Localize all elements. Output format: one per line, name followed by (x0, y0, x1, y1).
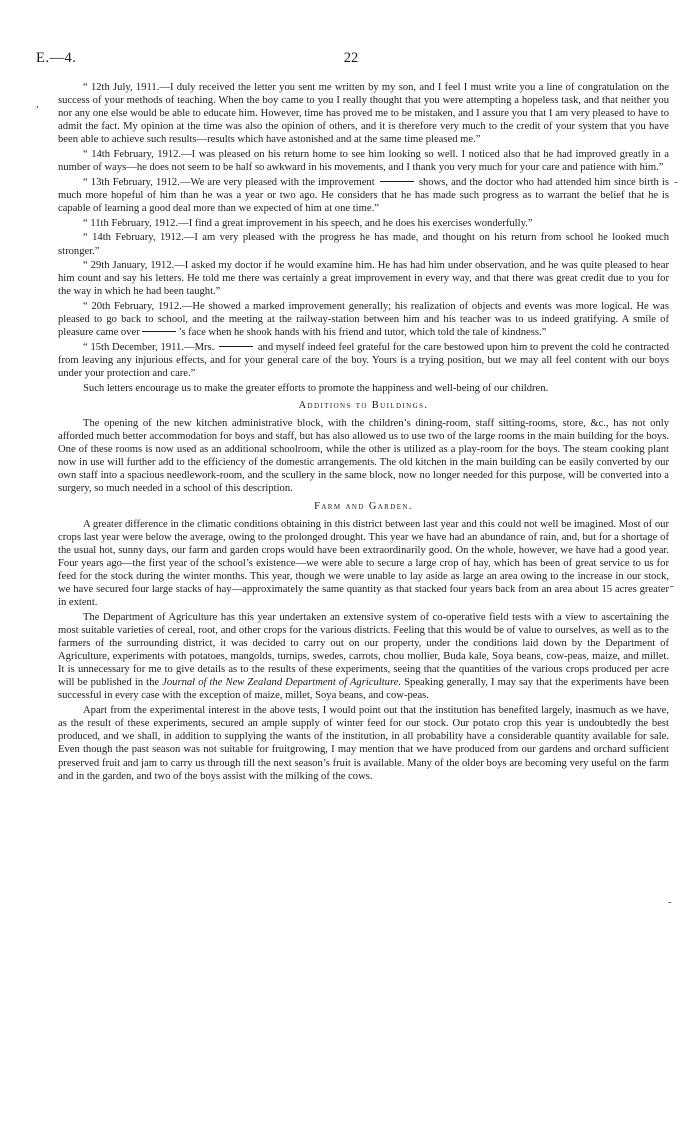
body-paragraph: Apart from the experimental interest in the above tests, I would point out that the institution has benefited largely, inasmuch as we have, as the result of these experiments, secured an ample supply of winter feed for our stock. Our potato crop this year is undoubtedly the best produced, and we shall, in addition to supplying the wants of the institution, in all probability have a considerable quantity available for sale. Even though the past season was not suitable for fruitgrowing, I may mention that we have produced from our gardens and orchard sufficient preserved fruit and jam to carry us through till the next season’s fruit is available. Many of the older boys are becoming very useful on the farm and in the garden, and two of the boys assist with the milking of the cows. (58, 705, 669, 782)
paragraph-text: The Department of Agriculture has this year undertaken an extensive system of co-operative field tests with a view to ascertaining the most suitable varieties of cereal, root, and other crops for the various districts. Feeling that this would be of value to ourselves, as well as to the farmers of the surrounding district, it was decided to carry out on our property, under the conditions laid down by the Department of Agriculture, experiments with potatoes, mangolds, turnips, swedes, carrots, chou mollier, Buda kale, Soya beans, cow-peas, maize, and millet. It is unnecessary for me to give details as to the results of these experiments, seeing that the quantities of the various crops produced per acre will be published in the (58, 611, 669, 689)
letter-date: “ 15th December, 1911. (83, 341, 184, 353)
letter-text: —I duly received the letter you sent me written by my son, and I feel I must write you a line of congratulation on the success of your methods of teaching. When the boy came to you I really thought that you were attempting a hopeless task, and that neither you nor any one else would be able to educate him. However, time has proved me to be mistaken, and I assure you that I am very pleased to have to admit the fact. My opinion at the time was also the opinion of others, and it is therefore very much to the credit of your system that you have been able to achieve such results—results which have astonished and at the same time pleased me.” (58, 82, 669, 146)
margin-mark: , (36, 98, 39, 110)
letter-paragraph (58, 259, 669, 298)
letter-text: and myself indeed feel grateful for the care bestowed upon him to prevent the cold he contracted from leaving any injurious effects, and for your general care of the boy. Yours is a trying position, but we may all feel content with our boys under your protection and care.” (58, 341, 670, 380)
letter-text: —I asked my doctor if he would examine him. He has had him under observation, and he was quite pleased to hear him count and say his letters. He told me there was certainly a great improvement in every way, and that there was great credit due to you for the way in which he had been taught.” (58, 260, 669, 298)
letter-date: “ 14th February, 1912. (83, 232, 184, 244)
body-paragraph: A greater difference in the climatic conditions obtaining in this district between last year and this could not well be imagined. Most of our crops last year were below the average, owing to the prolonged drought. This year we have had an abundance of rain, and, but for a shortage of the usual hot, sunny days, our farm and garden crops would have been extraordinarily good. On the whole, however, we have had a good year. Four years ago—the first year of the school’s existence—we were able to secure a large crop of hay, which has been of great service to us for feed for the stock during the winter months. This year, though we were unable to lay aside as large an area owing to the increase in our stock, we have secured four large stacks of hay—approximately the same quantity as that stacked four years back from an area about 15 acres greater in extent. (58, 518, 669, 609)
journal-title: Journal of the New Zealand Department of Agriculture. (162, 677, 402, 689)
letter-paragraph (58, 300, 669, 339)
letter-text: —We are very pleased with the improvement (179, 176, 375, 188)
letter-text: ’s face when he shook hands with his friend and tutor, which told the tale of kindness.” (178, 327, 547, 339)
letter-paragraph (58, 81, 669, 146)
page-number: 22 (343, 50, 359, 66)
redaction-dash (380, 181, 414, 182)
page-header (36, 50, 666, 70)
letter-text: —He showed a marked improvement generally; his realization of objects and events was more logical. He was pleased to go back to school, and the meeting at the railway-station between him and his teacher was to us indeed gratifying. A smile of pleasure came over (58, 301, 669, 339)
section-heading: Additions to Buildings. (298, 399, 429, 411)
letter-date: “ 14th February, 1912. (83, 149, 182, 161)
letter-date: “ 12th July, 1911. (83, 82, 160, 93)
letter-paragraph (58, 341, 669, 380)
margin-mark: - (674, 176, 678, 188)
report-code: E.—4. (36, 50, 77, 66)
redaction-dash (219, 346, 253, 347)
letter-text: shows, and the doctor who had attended him since birth is much more hopeful of him than he was a year or two ago. He considers that he has made such progress as to warrant the belief that he is capable of learning a good deal more than we expected of him at one time.” (58, 176, 670, 215)
letter-paragraph (58, 231, 669, 257)
letter-text: —I find a great improvement in his speech, and he does his exercises wonderfully.” (178, 217, 533, 229)
letter-date: “ 11th February, 1912. (83, 217, 179, 229)
body-paragraph (58, 611, 669, 703)
closing-paragraph: Such letters encourage us to make the greater efforts to promote the happiness and well-being of our children. (83, 382, 549, 394)
letter-text: —I am very pleased with the progress he has made, and thought on his return from school he looked much stronger.” (58, 232, 669, 257)
letter-text: —I was pleased on his return home to see him looking so well. I noticed also that he had improved greatly in a number of ways—he does not seem to be half so awkward in his movements, and I thank you very much for your care and patience with him.” (58, 149, 669, 174)
document-body (58, 81, 669, 784)
letter-paragraph (58, 148, 669, 174)
letter-date: “ 20th February, 1912. (83, 301, 182, 313)
body-paragraph: The opening of the new kitchen administrative block, with the children’s dining-room, staff sitting-rooms, store, &c., has not only afforded much better accommodation for boys and staff, but has also allowed us to use two of the large rooms in the main building for the boys. One of these rooms is now used as an additional schoolroom, while the other is utilized as a play-room for the boys. The steam cooking plant now in use will further add to the efficiency of the domestic arrangements. The old kitchen in the main building can be easily converted by our own staff into a spacious needlework-room, and the scullery in the same block, now no longer needed for this purpose, will be converted into a surgery, so much needed in a school of this description. (58, 418, 669, 495)
letter-paragraph (58, 176, 669, 215)
letter-text: —Mrs. (184, 341, 215, 353)
letter-date: “ 13th February, 1912. (83, 176, 180, 188)
letter-date: “ 29th January, 1912. (83, 260, 175, 272)
letter-paragraph (58, 217, 669, 230)
section-heading: Farm and Garden. (314, 500, 413, 512)
paragraph-text: Speaking generally, I may say that the experiments have been successful in every case with the exception of maize, millet, Soya beans, and cow-peas. (58, 677, 669, 702)
redaction-dash (142, 331, 176, 332)
margin-mark: - (668, 896, 672, 908)
margin-mark: - (670, 580, 674, 592)
